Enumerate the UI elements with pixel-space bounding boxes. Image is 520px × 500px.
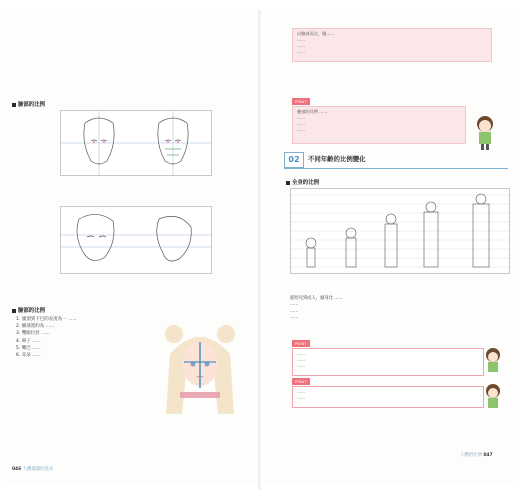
list-item: 5. 嘴巴 ...... (16, 345, 41, 351)
pink-note: 臉部的比例 ...... ...... ...... ...... (292, 106, 466, 144)
list-item: 4. 鼻子 ...... (16, 338, 41, 344)
section-title-face-proportion-2: 臉部的比例 (12, 306, 45, 314)
face-front-diagram (60, 110, 212, 176)
face-three-quarter-diagram (60, 206, 212, 274)
chapter-header (284, 152, 508, 166)
tag-2: POINT (292, 340, 310, 347)
gutter (258, 10, 262, 490)
list-item: 2. 臉部寬約為 ...... (16, 324, 55, 330)
footer-right: 人體的比例 047 (460, 453, 493, 458)
mascot-character-3 (482, 382, 504, 414)
anime-girl-illustration (154, 314, 246, 424)
top-note: 以臉部而言，眼...... ...... ...... ...... (292, 28, 492, 62)
chapter-title: 不同年齡的比例變化 (308, 155, 366, 163)
left-page (6, 14, 256, 484)
list-item: 3. 雙眼位於 ...... (16, 331, 50, 337)
age-proportion-chart (290, 188, 510, 274)
list-item: 6. 耳朵 ...... (16, 353, 41, 359)
chapter-rule (284, 168, 508, 169)
mascot-character-2 (482, 346, 504, 378)
body-text: 從幼兒到成人，頭身比 ...... ...... ...... ...... (290, 296, 343, 321)
section-title-full-body: 全身的比例 (286, 178, 319, 186)
note-box-2: ...... ...... (292, 386, 484, 408)
footer-left: 046 人體插畫的基本 (12, 467, 54, 472)
proportion-list (16, 316, 77, 359)
section-title-face-proportion: 臉部的比例 (12, 100, 45, 108)
pink-tag: POINT (292, 98, 310, 105)
chapter-number: 02 (284, 152, 304, 168)
mascot-character (472, 114, 498, 150)
list-item: 1. 頭頂到下巴的長度為一 ...... (16, 317, 77, 322)
note-box-1: ...... ...... ...... (292, 348, 484, 376)
tag-3: POINT (292, 378, 310, 385)
